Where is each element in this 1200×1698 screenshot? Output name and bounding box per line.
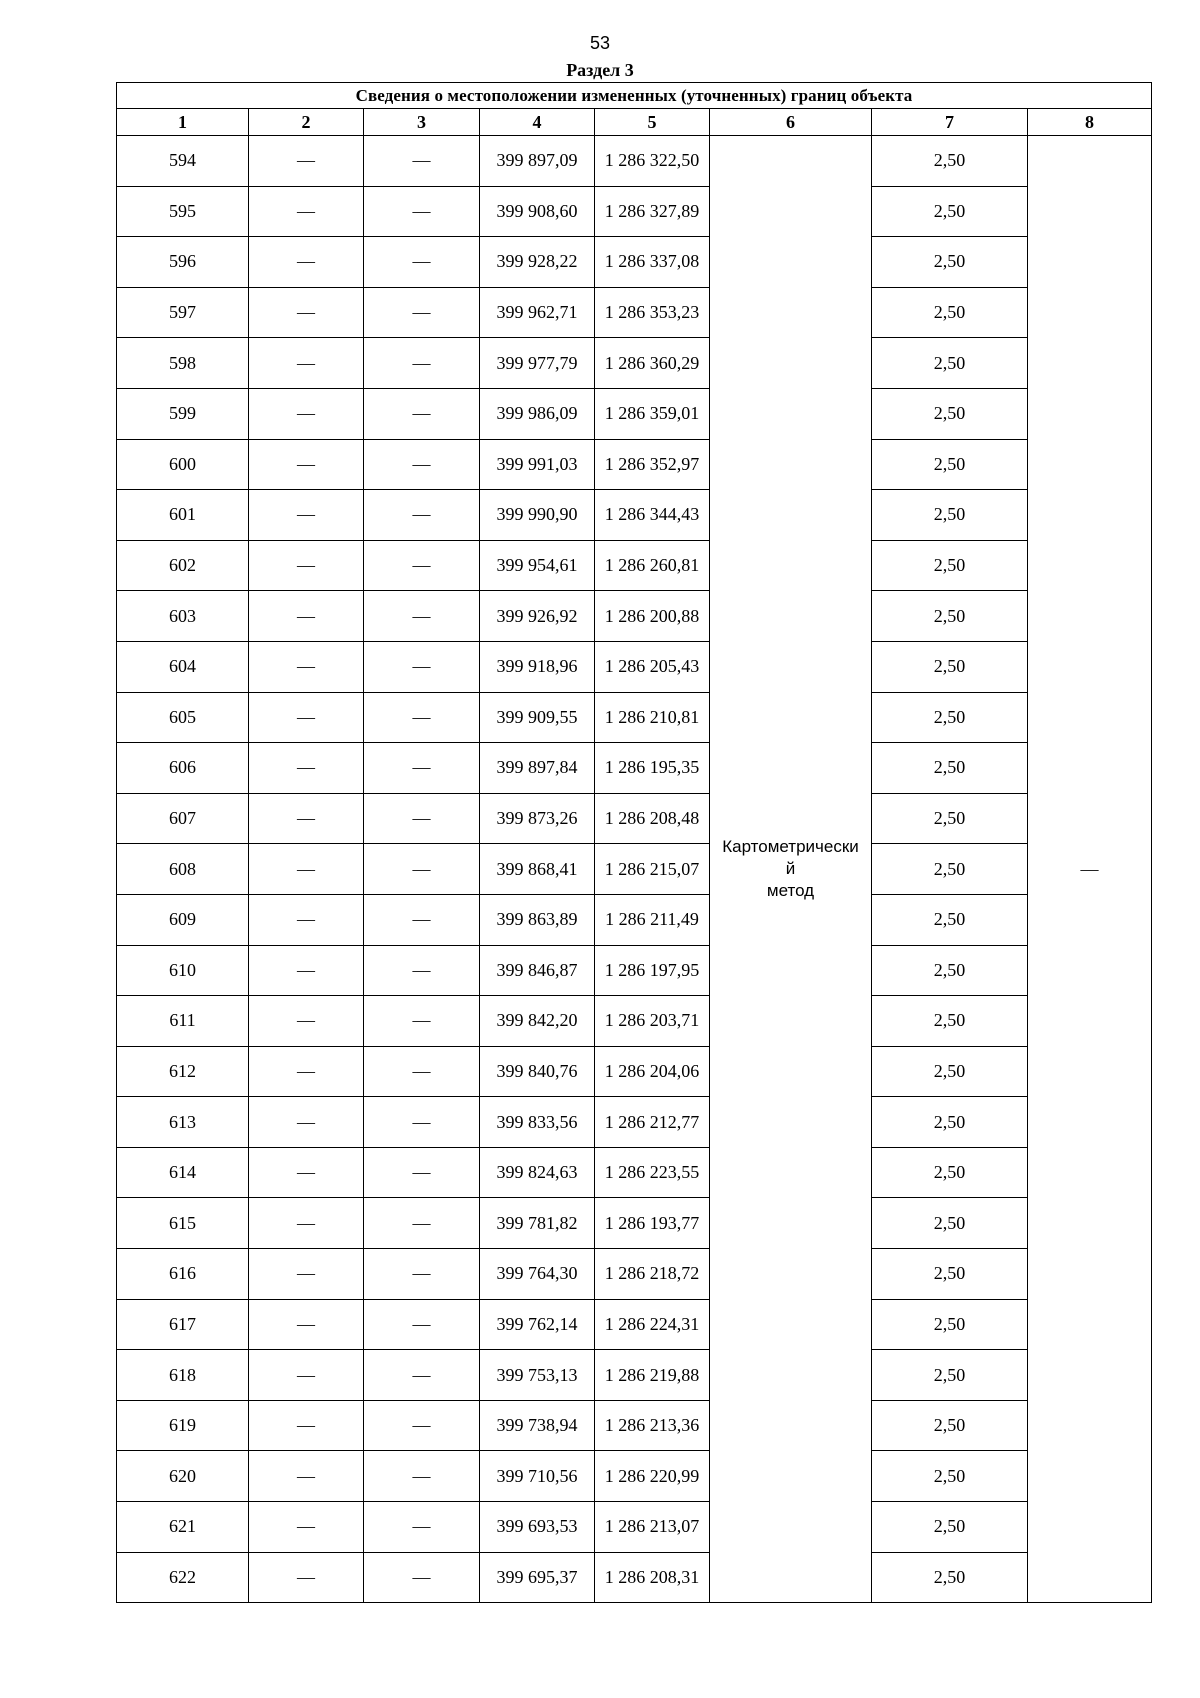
- col2-cell: —: [249, 591, 364, 642]
- x-coordinate-cell: 399 833,56: [480, 1097, 595, 1148]
- table-row: [117, 793, 1152, 844]
- point-number-cell: 615: [117, 1198, 249, 1249]
- y-coordinate-cell: 1 286 322,50: [595, 136, 710, 187]
- col3-cell: —: [364, 1147, 480, 1198]
- accuracy-cell: 2,50: [872, 1198, 1028, 1249]
- col8-cell: —: [1028, 136, 1152, 1603]
- x-coordinate-cell: 399 962,71: [480, 287, 595, 338]
- accuracy-cell: 2,50: [872, 894, 1028, 945]
- point-number-cell: 597: [117, 287, 249, 338]
- y-coordinate-cell: 1 286 193,77: [595, 1198, 710, 1249]
- col2-cell: —: [249, 692, 364, 743]
- y-coordinate-cell: 1 286 195,35: [595, 743, 710, 794]
- point-number-cell: 613: [117, 1097, 249, 1148]
- column-number: 6: [710, 109, 872, 136]
- x-coordinate-cell: 399 840,76: [480, 1046, 595, 1097]
- y-coordinate-cell: 1 286 337,08: [595, 237, 710, 288]
- accuracy-cell: 2,50: [872, 692, 1028, 743]
- method-text-line: Картометрически: [722, 837, 859, 857]
- point-number-cell: 599: [117, 388, 249, 439]
- accuracy-cell: 2,50: [872, 1147, 1028, 1198]
- col3-cell: —: [364, 1451, 480, 1502]
- y-coordinate-cell: 1 286 208,31: [595, 1552, 710, 1603]
- col3-cell: —: [364, 1198, 480, 1249]
- point-number-cell: 594: [117, 136, 249, 187]
- y-coordinate-cell: 1 286 223,55: [595, 1147, 710, 1198]
- col2-cell: —: [249, 136, 364, 187]
- point-number-cell: 605: [117, 692, 249, 743]
- table-row: [117, 540, 1152, 591]
- table-row: [117, 844, 1152, 895]
- x-coordinate-cell: 399 824,63: [480, 1147, 595, 1198]
- col2-cell: —: [249, 641, 364, 692]
- col3-cell: —: [364, 136, 480, 187]
- point-number-cell: 604: [117, 641, 249, 692]
- col3-cell: —: [364, 237, 480, 288]
- accuracy-cell: 2,50: [872, 844, 1028, 895]
- col3-cell: —: [364, 692, 480, 743]
- x-coordinate-cell: 399 842,20: [480, 996, 595, 1047]
- x-coordinate-cell: 399 873,26: [480, 793, 595, 844]
- col3-cell: —: [364, 1400, 480, 1451]
- col2-cell: —: [249, 1147, 364, 1198]
- y-coordinate-cell: 1 286 260,81: [595, 540, 710, 591]
- accuracy-cell: 2,50: [872, 1249, 1028, 1300]
- table-row: [117, 894, 1152, 945]
- col2-cell: —: [249, 1299, 364, 1350]
- col3-cell: —: [364, 894, 480, 945]
- table-caption: Сведения о местоположении измененных (уточненных) границ объекта: [117, 83, 1152, 109]
- col3-cell: —: [364, 793, 480, 844]
- accuracy-cell: 2,50: [872, 641, 1028, 692]
- point-number-cell: 618: [117, 1350, 249, 1401]
- table-row: [117, 945, 1152, 996]
- point-number-cell: 616: [117, 1249, 249, 1300]
- col2-cell: —: [249, 1552, 364, 1603]
- x-coordinate-cell: 399 990,90: [480, 490, 595, 541]
- table-row: [117, 439, 1152, 490]
- y-coordinate-cell: 1 286 205,43: [595, 641, 710, 692]
- col3-cell: —: [364, 338, 480, 389]
- col3-cell: —: [364, 1502, 480, 1553]
- boundary-coordinates-table: [116, 82, 1152, 1603]
- x-coordinate-cell: 399 695,37: [480, 1552, 595, 1603]
- y-coordinate-cell: 1 286 213,36: [595, 1400, 710, 1451]
- accuracy-cell: 2,50: [872, 591, 1028, 642]
- point-number-cell: 598: [117, 338, 249, 389]
- y-coordinate-cell: 1 286 352,97: [595, 439, 710, 490]
- col2-cell: —: [249, 894, 364, 945]
- column-number: 5: [595, 109, 710, 136]
- accuracy-cell: 2,50: [872, 439, 1028, 490]
- col2-cell: —: [249, 388, 364, 439]
- table-row: [117, 186, 1152, 237]
- y-coordinate-cell: 1 286 208,48: [595, 793, 710, 844]
- accuracy-cell: 2,50: [872, 540, 1028, 591]
- table-row: [117, 136, 1152, 187]
- col3-cell: —: [364, 540, 480, 591]
- table-row: [117, 1249, 1152, 1300]
- table-row: [117, 1552, 1152, 1603]
- point-number-cell: 595: [117, 186, 249, 237]
- point-number-cell: 622: [117, 1552, 249, 1603]
- col2-cell: —: [249, 793, 364, 844]
- table-row: [117, 1350, 1152, 1401]
- accuracy-cell: 2,50: [872, 388, 1028, 439]
- accuracy-cell: 2,50: [872, 287, 1028, 338]
- x-coordinate-cell: 399 954,61: [480, 540, 595, 591]
- point-number-cell: 614: [117, 1147, 249, 1198]
- y-coordinate-cell: 1 286 220,99: [595, 1451, 710, 1502]
- y-coordinate-cell: 1 286 203,71: [595, 996, 710, 1047]
- table-row: [117, 1451, 1152, 1502]
- column-number: 8: [1028, 109, 1152, 136]
- y-coordinate-cell: 1 286 211,49: [595, 894, 710, 945]
- section-title: Раздел 3: [566, 60, 634, 80]
- table-row: [117, 1299, 1152, 1350]
- x-coordinate-cell: 399 977,79: [480, 338, 595, 389]
- accuracy-cell: 2,50: [872, 1552, 1028, 1603]
- point-number-cell: 610: [117, 945, 249, 996]
- col2-cell: —: [249, 1400, 364, 1451]
- point-number-cell: 606: [117, 743, 249, 794]
- col3-cell: —: [364, 591, 480, 642]
- y-coordinate-cell: 1 286 200,88: [595, 591, 710, 642]
- accuracy-cell: 2,50: [872, 490, 1028, 541]
- col3-cell: —: [364, 1046, 480, 1097]
- col3-cell: —: [364, 388, 480, 439]
- table-row: [117, 996, 1152, 1047]
- accuracy-cell: 2,50: [872, 237, 1028, 288]
- column-number: 2: [249, 109, 364, 136]
- table-row: [117, 338, 1152, 389]
- col2-cell: —: [249, 1350, 364, 1401]
- table-row: [117, 287, 1152, 338]
- accuracy-cell: 2,50: [872, 1299, 1028, 1350]
- point-number-cell: 603: [117, 591, 249, 642]
- col2-cell: —: [249, 1198, 364, 1249]
- accuracy-cell: 2,50: [872, 945, 1028, 996]
- col2-cell: —: [249, 540, 364, 591]
- col2-cell: —: [249, 237, 364, 288]
- column-number-row: [117, 109, 1152, 136]
- x-coordinate-cell: 399 762,14: [480, 1299, 595, 1350]
- point-number-cell: 596: [117, 237, 249, 288]
- table-row: [117, 1502, 1152, 1553]
- accuracy-cell: 2,50: [872, 1502, 1028, 1553]
- point-number-cell: 607: [117, 793, 249, 844]
- col3-cell: —: [364, 844, 480, 895]
- y-coordinate-cell: 1 286 344,43: [595, 490, 710, 541]
- y-coordinate-cell: 1 286 218,72: [595, 1249, 710, 1300]
- col2-cell: —: [249, 1451, 364, 1502]
- y-coordinate-cell: 1 286 327,89: [595, 186, 710, 237]
- x-coordinate-cell: 399 928,22: [480, 237, 595, 288]
- x-coordinate-cell: 399 926,92: [480, 591, 595, 642]
- method-text-line: й: [785, 859, 796, 879]
- y-coordinate-cell: 1 286 204,06: [595, 1046, 710, 1097]
- point-number-cell: 608: [117, 844, 249, 895]
- x-coordinate-cell: 399 908,60: [480, 186, 595, 237]
- x-coordinate-cell: 399 710,56: [480, 1451, 595, 1502]
- col3-cell: —: [364, 996, 480, 1047]
- column-number: 7: [872, 109, 1028, 136]
- point-number-cell: 602: [117, 540, 249, 591]
- col3-cell: —: [364, 1299, 480, 1350]
- col3-cell: —: [364, 439, 480, 490]
- y-coordinate-cell: 1 286 219,88: [595, 1350, 710, 1401]
- point-number-cell: 601: [117, 490, 249, 541]
- x-coordinate-cell: 399 991,03: [480, 439, 595, 490]
- col2-cell: —: [249, 844, 364, 895]
- point-number-cell: 617: [117, 1299, 249, 1350]
- col2-cell: —: [249, 1097, 364, 1148]
- col3-cell: —: [364, 743, 480, 794]
- col2-cell: —: [249, 439, 364, 490]
- x-coordinate-cell: 399 764,30: [480, 1249, 595, 1300]
- y-coordinate-cell: 1 286 197,95: [595, 945, 710, 996]
- accuracy-cell: 2,50: [872, 1451, 1028, 1502]
- col2-cell: —: [249, 338, 364, 389]
- accuracy-cell: 2,50: [872, 186, 1028, 237]
- accuracy-cell: 2,50: [872, 338, 1028, 389]
- accuracy-cell: 2,50: [872, 1046, 1028, 1097]
- accuracy-cell: 2,50: [872, 1097, 1028, 1148]
- x-coordinate-cell: 399 986,09: [480, 388, 595, 439]
- y-coordinate-cell: 1 286 215,07: [595, 844, 710, 895]
- x-coordinate-cell: 399 693,53: [480, 1502, 595, 1553]
- point-number-cell: 609: [117, 894, 249, 945]
- col2-cell: —: [249, 1249, 364, 1300]
- y-coordinate-cell: 1 286 353,23: [595, 287, 710, 338]
- col3-cell: —: [364, 1249, 480, 1300]
- y-coordinate-cell: 1 286 360,29: [595, 338, 710, 389]
- y-coordinate-cell: 1 286 210,81: [595, 692, 710, 743]
- table-row: [117, 1400, 1152, 1451]
- y-coordinate-cell: 1 286 212,77: [595, 1097, 710, 1148]
- col3-cell: —: [364, 490, 480, 541]
- col2-cell: —: [249, 1046, 364, 1097]
- x-coordinate-cell: 399 753,13: [480, 1350, 595, 1401]
- x-coordinate-cell: 399 868,41: [480, 844, 595, 895]
- x-coordinate-cell: 399 909,55: [480, 692, 595, 743]
- point-number-cell: 600: [117, 439, 249, 490]
- table-row: [117, 1046, 1152, 1097]
- col3-cell: —: [364, 1350, 480, 1401]
- point-number-cell: 611: [117, 996, 249, 1047]
- x-coordinate-cell: 399 863,89: [480, 894, 595, 945]
- method-text-line: метод: [766, 881, 815, 901]
- x-coordinate-cell: 399 897,84: [480, 743, 595, 794]
- table-row: [117, 388, 1152, 439]
- y-coordinate-cell: 1 286 224,31: [595, 1299, 710, 1350]
- x-coordinate-cell: 399 918,96: [480, 641, 595, 692]
- x-coordinate-cell: 399 781,82: [480, 1198, 595, 1249]
- table-row: [117, 1097, 1152, 1148]
- table-row: [117, 1198, 1152, 1249]
- point-number-cell: 619: [117, 1400, 249, 1451]
- table-row: [117, 641, 1152, 692]
- col3-cell: —: [364, 1552, 480, 1603]
- point-number-cell: 621: [117, 1502, 249, 1553]
- table-row: [117, 591, 1152, 642]
- col3-cell: —: [364, 641, 480, 692]
- col2-cell: —: [249, 945, 364, 996]
- table-row: [117, 743, 1152, 794]
- accuracy-cell: 2,50: [872, 996, 1028, 1047]
- method-cell: [710, 136, 872, 1603]
- accuracy-cell: 2,50: [872, 793, 1028, 844]
- column-number: 4: [480, 109, 595, 136]
- accuracy-cell: 2,50: [872, 1400, 1028, 1451]
- col2-cell: —: [249, 1502, 364, 1553]
- accuracy-cell: 2,50: [872, 1350, 1028, 1401]
- table-row: [117, 237, 1152, 288]
- page-number: 53: [589, 33, 611, 53]
- x-coordinate-cell: 399 897,09: [480, 136, 595, 187]
- col3-cell: —: [364, 287, 480, 338]
- col2-cell: —: [249, 996, 364, 1047]
- column-number: 1: [117, 109, 249, 136]
- col2-cell: —: [249, 186, 364, 237]
- y-coordinate-cell: 1 286 359,01: [595, 388, 710, 439]
- accuracy-cell: 2,50: [872, 136, 1028, 187]
- col2-cell: —: [249, 490, 364, 541]
- point-number-cell: 612: [117, 1046, 249, 1097]
- col3-cell: —: [364, 1097, 480, 1148]
- table-row: [117, 1147, 1152, 1198]
- col3-cell: —: [364, 186, 480, 237]
- col2-cell: —: [249, 287, 364, 338]
- col3-cell: —: [364, 945, 480, 996]
- column-number: 3: [364, 109, 480, 136]
- table-row: [117, 692, 1152, 743]
- x-coordinate-cell: 399 846,87: [480, 945, 595, 996]
- accuracy-cell: 2,50: [872, 743, 1028, 794]
- y-coordinate-cell: 1 286 213,07: [595, 1502, 710, 1553]
- point-number-cell: 620: [117, 1451, 249, 1502]
- x-coordinate-cell: 399 738,94: [480, 1400, 595, 1451]
- table-row: [117, 490, 1152, 541]
- col2-cell: —: [249, 743, 364, 794]
